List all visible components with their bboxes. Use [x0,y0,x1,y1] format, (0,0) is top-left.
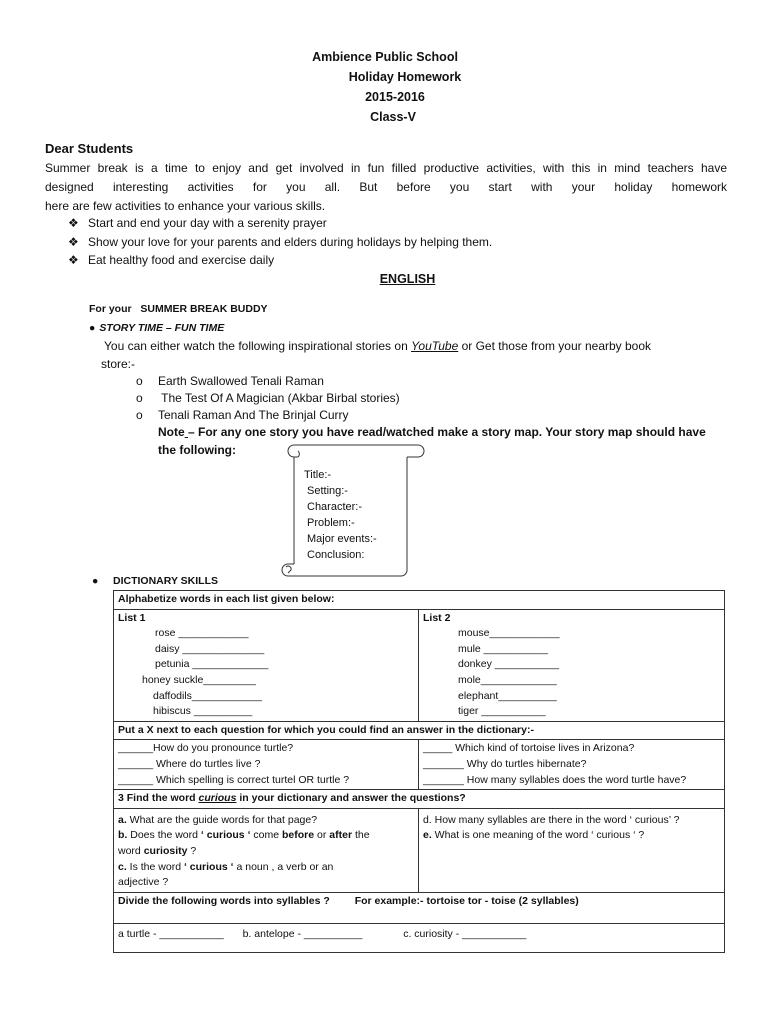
list-item: tiger ___________ [458,705,546,718]
question-item: _______ How many syllables does the word turtle have? [423,773,687,786]
list-item: donkey ___________ [458,658,560,671]
list-item: daisy ______________ [155,642,265,655]
story-intro-store: store:- [101,357,136,371]
syllable-title-cell [114,892,725,923]
list-item: honey suckle_________ [142,673,256,686]
bullet-item: ❖ Start and end your day with a serenity prayer [68,216,327,230]
question-item: ______ Which spelling is correct turtel OR turtle ? [118,773,350,786]
youtube-link[interactable]: YouTube [411,339,459,353]
list-2-cell [419,609,725,721]
english-heading: ENGLISH [379,272,436,286]
story-time-heading: ● STORY TIME – FUN TIME [89,322,225,334]
table-row [114,591,725,610]
bullet-item: ❖ Eat healthy food and exercise daily [68,253,275,267]
table-row [114,808,725,892]
table-row [114,790,725,809]
list-1-cell [114,609,419,721]
story-map-setting: Setting:- [307,485,348,497]
list-item: mule ___________ [458,642,548,655]
curious-title: 3 Find the word curious in your dictionary and answer the questions? [114,790,725,809]
question-c: c. Is the word ‘ curious ‘ a noun , a verb or an [118,860,334,873]
list-item: elephant__________ [458,689,557,702]
syllable-c: c. curiosity - ___________ [403,927,527,940]
question-c-cont: adjective ? [118,876,169,889]
syllable-b: b. antelope - __________ [242,927,363,940]
question-b: b. Does the word ‘ curious ‘ come before or after the [118,829,370,842]
bullet-item: ❖ Show your love for your parents and elders during holidays by helping them. [68,235,493,249]
circle-bullet-icon: o [136,374,143,388]
curious-left-cell [114,808,419,892]
circle-bullet-icon: o [136,408,143,422]
list-item: rose ____________ [155,627,249,640]
story-list-item: o The Test Of A Magician (Akbar Birbal stories) [136,391,400,405]
list-2-title: List 2 [423,611,451,624]
alphabetize-title: Alphabetize words in each list given below: [114,591,725,610]
diamond-bullet-icon: ❖ [68,253,79,267]
intro-line-2: designed interesting activities for you all. But before you start with your holiday homework [45,180,727,194]
list-item: mole_____________ [458,673,557,686]
question-item: _______ Why do turtles hibernate? [423,757,587,770]
bullet-dot-icon: ● [89,322,96,334]
story-map-character: Character:- [307,501,363,513]
put-x-left-cell [114,740,419,790]
story-map-conclusion: Conclusion: [307,549,365,561]
question-e: e. What is one meaning of the word ‘ curious ‘ ? [423,829,645,842]
list-item: mouse____________ [458,627,560,640]
bullet-dot-icon: ● [92,575,99,587]
question-d: d. How many syllables are there in the word ‘ curious’ ? [423,813,680,826]
curious-right-cell [419,808,725,892]
syllable-example: For example:- tortoise tor - toise (2 syllables) [354,894,579,907]
question-a: a. What are the guide words for that page? [118,813,318,826]
story-map-problem: Problem:- [307,517,355,529]
put-x-title: Put a X next to each question for which you could find an answer in the dictionary:- [114,721,725,740]
syllable-answers-cell [114,923,725,952]
table-row [114,892,725,923]
table-row [114,609,725,721]
diamond-bullet-icon: ❖ [68,235,79,249]
list-1-title: List 1 [118,611,146,624]
table-row [114,923,725,952]
story-list-item: o Tenali Raman And The Brinjal Curry [136,408,349,422]
list-item: hibiscus __________ [153,705,253,718]
circle-bullet-icon: o [136,391,143,405]
intro-line-1: Summer break is a time to enjoy and get involved in fun filled productive activities, with this in mind teachers have [45,161,727,175]
dictionary-skills-heading: ● DICTIONARY SKILLS [92,575,219,587]
story-map-note-2: the following: [158,443,236,457]
story-map-fields [304,467,377,563]
syllable-title: Divide the following words into syllables ? [118,894,330,907]
greeting: Dear Students [45,141,134,156]
class-label: Class-V [370,110,416,124]
list-item: daffodils____________ [153,689,262,702]
school-name: Ambience Public School [312,50,458,64]
diamond-bullet-icon: ❖ [68,216,79,230]
table-row [114,721,725,740]
question-item: _____ Which kind of tortoise lives in Arizona? [423,742,635,755]
dictionary-skills-table [113,590,725,953]
table-row [114,740,725,790]
question-b-cont: word curiosity ? [118,844,197,857]
story-list-item: o Earth Swallowed Tenali Raman [136,374,324,388]
list-item: petunia _____________ [155,658,269,671]
summer-break-buddy: For your SUMMER BREAK BUDDY [89,303,268,315]
intro-line-3: here are few activities to enhance your various skills. [45,199,326,213]
put-x-right-cell [419,740,725,790]
syllable-a: a turtle - ___________ [118,927,224,940]
question-item: ______ Where do turtles live ? [118,757,261,770]
story-map-events: Major events:- [307,533,377,545]
homework-title: Holiday Homework [348,70,462,84]
story-map-note: Note – For any one story you have read/watched make a story map. Your story map should have [158,425,706,439]
story-map-title: Title:- [304,469,332,481]
question-item: ______How do you pronounce turtle? [118,742,294,755]
story-intro: You can either watch the following inspirational stories on YouTube or Get those from your nearby book [104,339,652,353]
session-year: 2015-2016 [365,90,425,104]
